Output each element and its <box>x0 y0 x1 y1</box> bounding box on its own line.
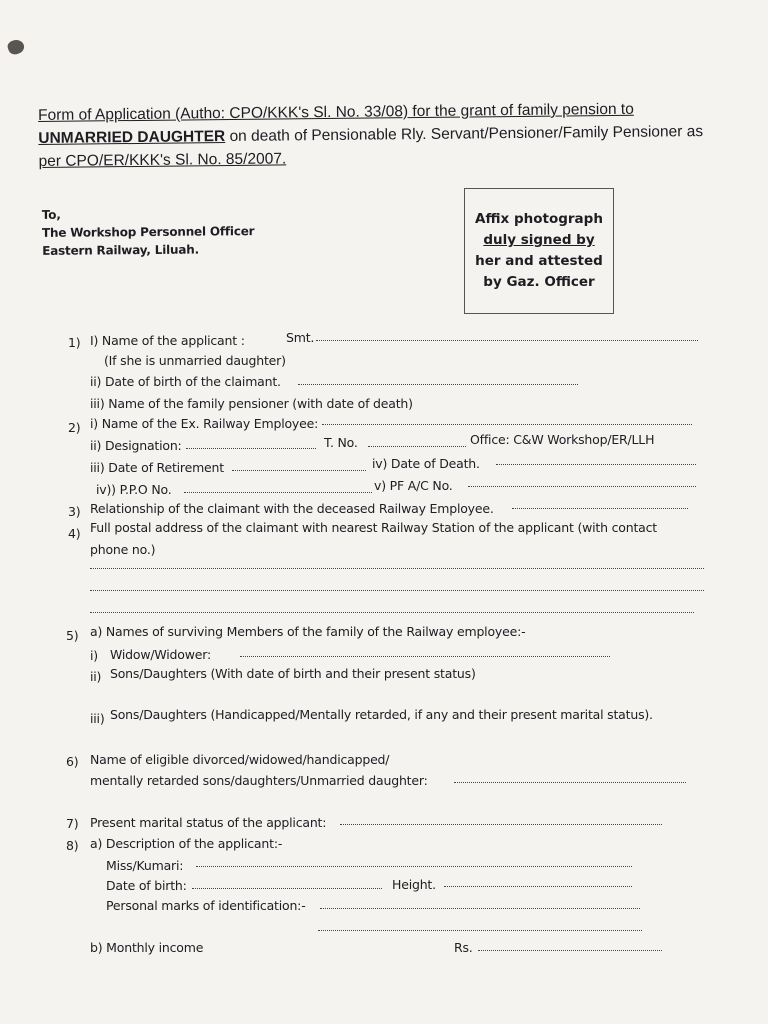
photo-line-3: her and attested <box>475 253 603 269</box>
item-8-miss-field[interactable] <box>196 866 632 867</box>
address-to: To, <box>41 207 61 222</box>
item-5-i-number: i) <box>90 648 98 663</box>
item-5-label: a) Names of surviving Members of the family of the Railway employee:- <box>90 624 526 639</box>
item-7-number: 7) <box>66 816 79 831</box>
item-2-retirement-field[interactable] <box>232 470 366 471</box>
item-2-pf-label: v) PF A/C No. <box>374 478 453 493</box>
item-4-address-line-2[interactable] <box>90 590 704 591</box>
item-2-employee-label: i) Name of the Ex. Railway Employee: <box>90 416 319 431</box>
address-line-1: The Workshop Personnel Officer <box>41 224 255 240</box>
item-4-label-2: phone no.) <box>90 542 156 557</box>
item-2-ppo-field[interactable] <box>184 492 372 493</box>
item-8-marks-label: Personal marks of identification:- <box>106 898 306 913</box>
item-8-marks-field-2[interactable] <box>318 930 642 931</box>
item-2-retirement-label: iii) Date of Retirement <box>90 460 224 475</box>
item-2-employee-field[interactable] <box>322 424 692 425</box>
item-2-number: 2) <box>68 420 81 435</box>
item-4-number: 4) <box>68 526 81 541</box>
item-5-widow-field[interactable] <box>240 656 610 657</box>
item-8-number: 8) <box>66 838 79 853</box>
photo-line-2: duly signed by <box>483 232 595 248</box>
item-2-designation-field[interactable] <box>186 448 316 449</box>
item-2-tno-label: T. No. <box>324 435 358 450</box>
item-8-dob-label: Date of birth: <box>106 878 187 893</box>
item-3-field[interactable] <box>512 508 688 509</box>
item-8-marks-field-1[interactable] <box>320 908 640 909</box>
item-8-label: a) Description of the applicant:- <box>90 836 283 851</box>
item-2-pf-field[interactable] <box>468 486 696 487</box>
item-2-death-field[interactable] <box>496 464 696 465</box>
item-1-smt: Smt. <box>286 330 315 345</box>
item-6-field[interactable] <box>454 782 686 783</box>
recipient-address <box>42 204 255 260</box>
item-1-number: 1) <box>68 335 81 350</box>
title-bold: UNMARRIED DAUGHTER <box>38 128 226 147</box>
item-1-note: (If she is unmarried daughter) <box>104 353 286 368</box>
item-5-number: 5) <box>66 628 79 643</box>
item-1-name-label: I) Name of the applicant : <box>90 333 245 348</box>
photo-line-4: by Gaz. Officer <box>483 274 595 290</box>
photo-line-1: Affix photograph <box>475 211 603 227</box>
item-2-ppo-label: iv)) P.P.O No. <box>96 482 172 497</box>
item-8-income-label: b) Monthly income <box>90 940 204 955</box>
item-5-ii-number: ii) <box>90 669 102 684</box>
item-1-pensioner-label: iii) Name of the family pensioner (with date of death) <box>90 396 413 411</box>
item-2-death-label: iv) Date of Death. <box>372 456 480 471</box>
item-6-label-2: mentally retarded sons/daughters/Unmarried daughter: <box>90 773 428 788</box>
item-6-label: Name of eligible divorced/widowed/handicapped/ <box>90 752 390 767</box>
title-line-3: per CPO/ER/KKK's Sl. No. 85/2007. <box>38 150 287 170</box>
item-5-widow-label: Widow/Widower: <box>110 647 211 662</box>
item-6-number: 6) <box>66 754 79 769</box>
item-5-iii-number: iii) <box>90 711 105 726</box>
item-3-label: Relationship of the claimant with the deceased Railway Employee. <box>90 501 494 516</box>
item-8-dob-field[interactable] <box>192 888 382 889</box>
item-7-label: Present marital status of the applicant: <box>90 815 327 830</box>
item-3-number: 3) <box>68 504 81 519</box>
item-4-address-line-1[interactable] <box>90 568 704 569</box>
item-8-height-label: Height. <box>392 877 436 892</box>
ink-blot <box>6 38 26 57</box>
form-title <box>38 97 709 173</box>
item-4-label: Full postal address of the claimant with nearest Railway Station of the applicant (with contact <box>90 520 658 535</box>
item-2-tno-field[interactable] <box>368 446 466 447</box>
item-8-income-field[interactable] <box>478 950 662 951</box>
item-2-designation-label: ii) Designation: <box>90 438 182 453</box>
item-5-handicapped-label: Sons/Daughters (Handicapped/Mentally retarded, if any and their present marital status). <box>110 707 653 722</box>
item-8-rs-label: Rs. <box>454 940 473 955</box>
address-line-2: Eastern Railway, Liluah. <box>42 242 199 258</box>
title-line-2-rest: on death of Pensionable Rly. Servant/Pensioner/Family Pensioner as <box>225 123 704 146</box>
item-5-sons-label: Sons/Daughters (With date of birth and their present status) <box>110 666 476 681</box>
item-8-miss-label: Miss/Kumari: <box>106 858 184 873</box>
item-4-address-line-3[interactable] <box>90 612 694 613</box>
item-1-name-field[interactable] <box>316 340 698 341</box>
item-1-dob-label: ii) Date of birth of the claimant. <box>90 374 281 389</box>
item-7-field[interactable] <box>340 824 662 825</box>
item-8-height-field[interactable] <box>444 886 632 887</box>
item-1-dob-field[interactable] <box>298 384 578 385</box>
photo-box <box>464 188 614 314</box>
title-line-1: Form of Application (Autho: CPO/KKK's Sl. No. 33/08) for the grant of family pension to <box>38 100 634 124</box>
item-2-office: Office: C&W Workshop/ER/LLH <box>470 432 655 447</box>
